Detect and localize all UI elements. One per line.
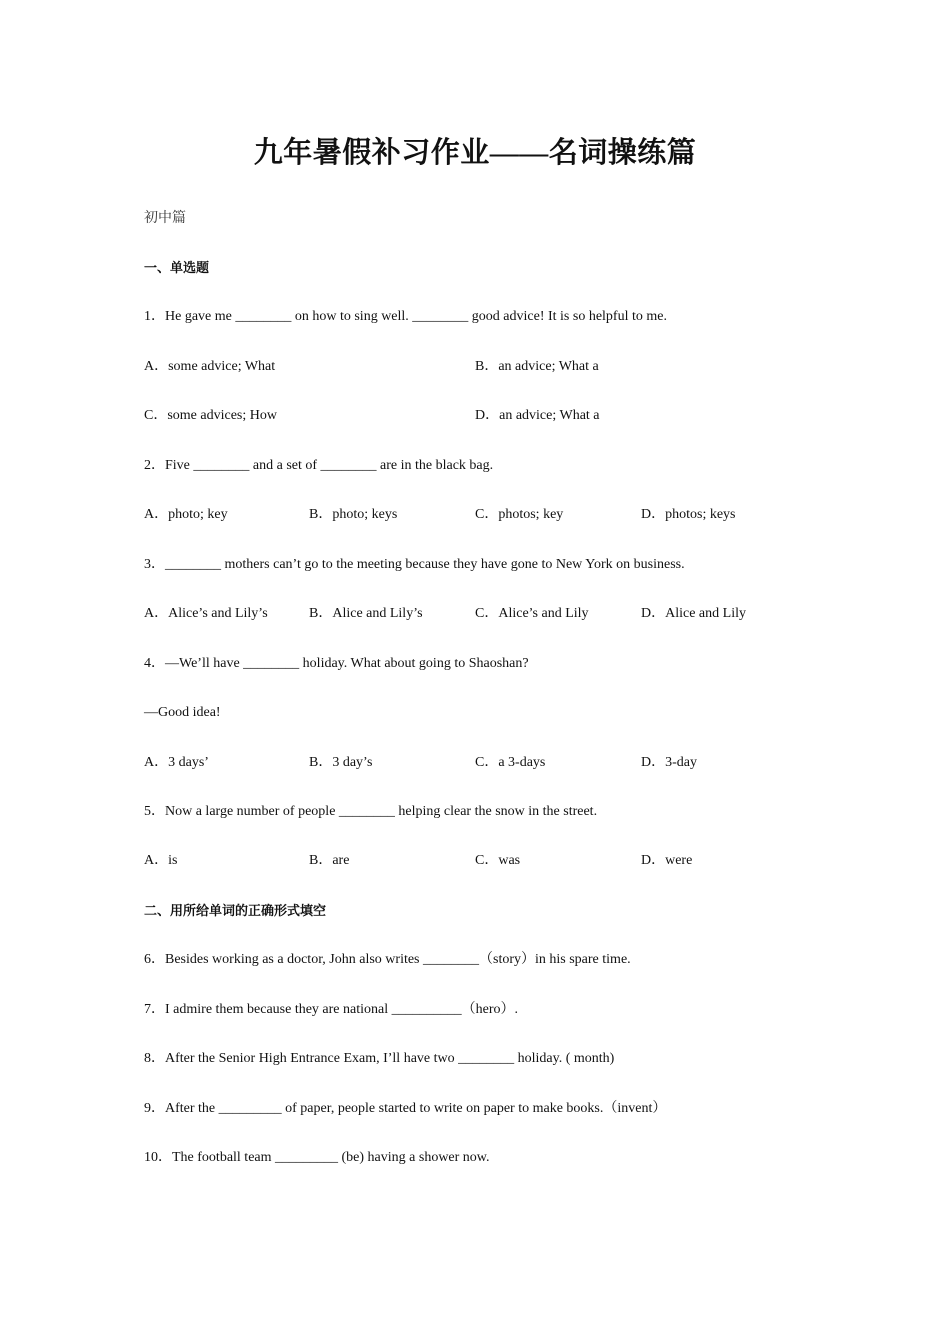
question-4: 4．—We’ll have ________ holiday. What about going to Shaoshan? [144, 656, 529, 671]
question-7: 7．I admire them because they are national __________（hero）. [144, 1002, 518, 1017]
q1-option-a: A．some advice; What [144, 359, 276, 374]
q4-option-d: D．3-day [641, 755, 697, 770]
q3-option-a: A．Alice’s and Lily’s [144, 606, 268, 621]
q5-option-a: A．is [144, 853, 178, 868]
q1-option-b: B．an advice; What a [475, 359, 599, 374]
q2-option-d: D．photos; keys [641, 507, 736, 522]
question-9: 9．After the _________ of paper, people started to write on paper to make books.（invent） [144, 1101, 667, 1116]
q2-option-a: A．photo; key [144, 507, 228, 522]
section-heading-fill-in: 二、用所给单词的正确形式填空 [144, 904, 327, 919]
q1-option-c: C．some advices; How [144, 408, 277, 423]
q3-option-d: D．Alice and Lily [641, 606, 746, 621]
q3-option-b: B．Alice and Lily’s [309, 606, 423, 621]
q2-option-b: B．photo; keys [309, 507, 398, 522]
question-2: 2．Five ________ and a set of ________ are in the black bag. [144, 458, 494, 473]
q4-option-c: C．a 3-days [475, 755, 546, 770]
question-5: 5．Now a large number of people ________ helping clear the snow in the street. [144, 804, 598, 819]
q3-option-c: C．Alice’s and Lily [475, 606, 589, 621]
q4-option-a: A．3 days’ [144, 755, 209, 770]
question-6: 6．Besides working as a doctor, John also writes ________（story）in his spare time. [144, 952, 631, 967]
q5-option-d: D．were [641, 853, 693, 868]
q5-option-b: B．are [309, 853, 350, 868]
question-1: 1．He gave me ________ on how to sing well. ________ good advice! It is so helpful to me. [144, 309, 667, 324]
q5-option-c: C．was [475, 853, 521, 868]
question-3: 3．________ mothers can’t go to the meeting because they have gone to New York on business. [144, 557, 685, 572]
q2-option-c: C．photos; key [475, 507, 564, 522]
question-8: 8．After the Senior High Entrance Exam, I’ll have two ________ holiday. ( month) [144, 1051, 615, 1066]
subtitle: 初中篇 [144, 211, 186, 226]
page-title: 九年暑假补习作业——名词操练篇 [253, 137, 697, 169]
q4-option-b: B．3 day’s [309, 755, 373, 770]
question-10: 10．The football team _________ (be) having a shower now. [144, 1150, 490, 1165]
q1-option-d: D．an advice; What a [475, 408, 600, 423]
section-heading-single-choice: 一、单选题 [144, 261, 210, 276]
question-4-reply: —Good idea! [144, 705, 221, 720]
